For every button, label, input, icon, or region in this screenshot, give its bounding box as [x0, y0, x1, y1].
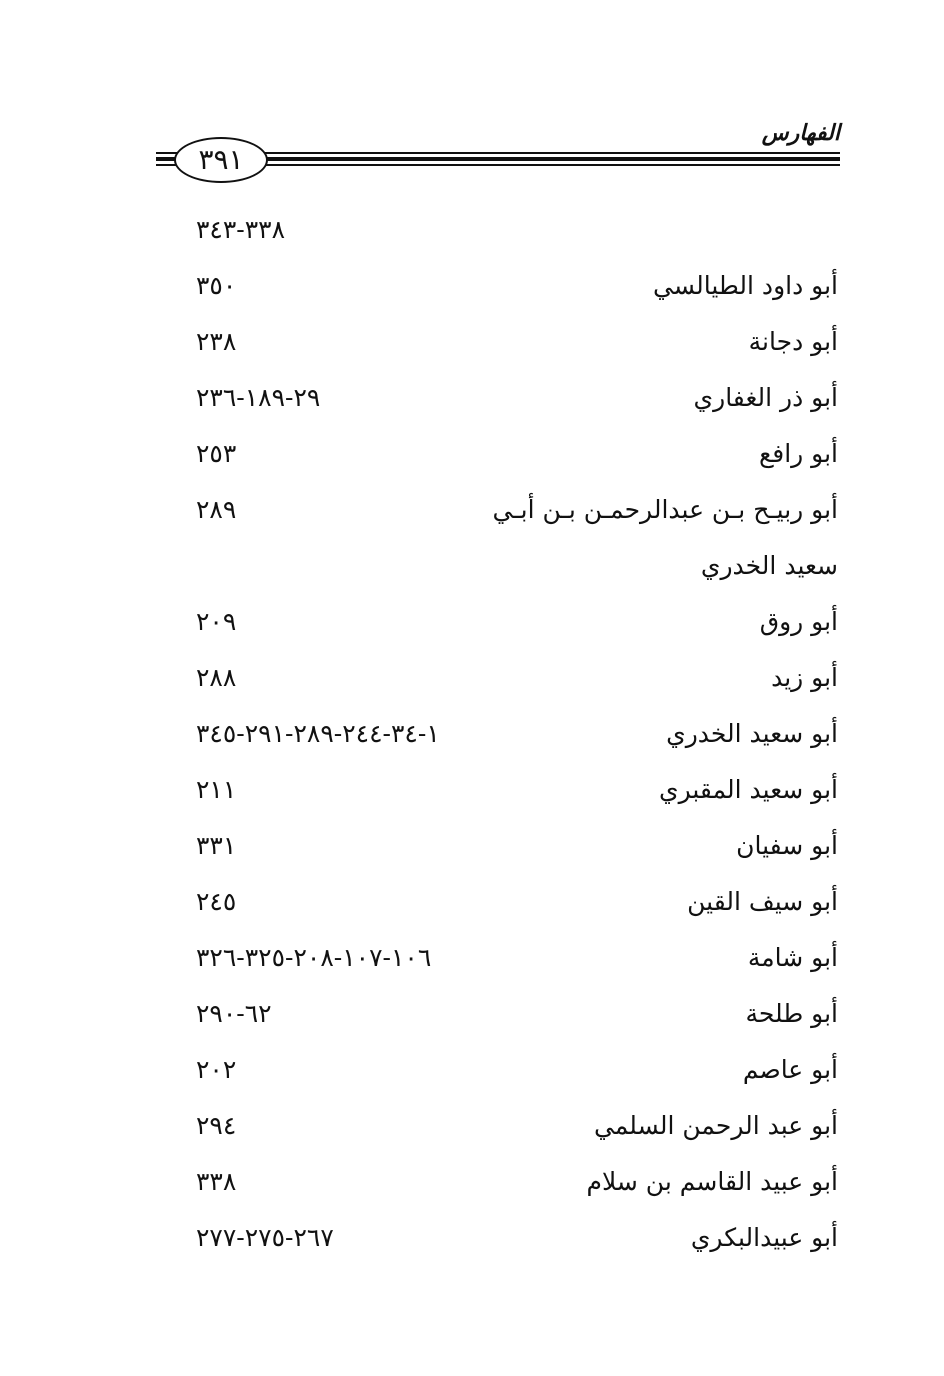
entry-name: أبو ربيـح بـن عبدالرحمـن بـن أبـي: [492, 495, 838, 524]
entry-pages: ٣٣٨-٣٤٣: [196, 215, 286, 244]
entry-pages: ١٠٦-١٠٧-٢٠٨-٣٢٥-٣٢٦: [196, 943, 432, 972]
entry-pages: ٦٢-٢٩٠: [196, 999, 272, 1028]
entry-name: أبو طلحة: [745, 999, 838, 1028]
index-entry: [0, 653, 944, 703]
entry-pages: ٢٣٨: [196, 327, 237, 356]
index-entry: [0, 1157, 944, 1207]
index-entry: [0, 485, 944, 535]
entry-name: أبو سعيد المقبري: [659, 775, 838, 804]
index-entry: [0, 989, 944, 1039]
entry-name: أبو شامة: [747, 943, 838, 972]
index-entry: [0, 877, 944, 927]
index-entry: [0, 317, 944, 367]
entry-name: أبو داود الطيالسي: [653, 271, 838, 300]
entry-name: أبو عاصم: [742, 1055, 838, 1084]
entry-pages: ٢٦٧-٢٧٥-٢٧٧: [196, 1223, 334, 1252]
entry-pages: ٢٨٨: [196, 663, 237, 692]
entry-pages: ٢٠٩: [196, 607, 237, 636]
entry-name: أبو روق: [759, 607, 838, 636]
entry-pages: ٢٨٩: [196, 495, 237, 524]
index-entry: [0, 429, 944, 479]
entry-name: أبو دجانة: [748, 327, 838, 356]
index-entry: [0, 597, 944, 647]
entry-pages: ١-٣٤-٢٤٤-٢٨٩-٢٩١-٣٤٥: [196, 719, 440, 748]
index-entry: [0, 933, 944, 983]
entry-name: أبو عبد الرحمن السلمي: [594, 1111, 838, 1140]
entry-pages: ٣٣١: [196, 831, 237, 860]
entry-pages: ٢٠٢: [196, 1055, 237, 1084]
index-entry: [0, 1045, 944, 1095]
index-entry-continuation: [0, 541, 944, 591]
index-entry: [0, 709, 944, 759]
entry-pages: ٣٥٠: [196, 271, 237, 300]
entry-name: أبو رافع: [758, 439, 838, 468]
entry-pages: ٣٣٨: [196, 1167, 237, 1196]
index-entry: [0, 205, 944, 255]
index-entry: [0, 765, 944, 815]
entry-name: أبو عبيد القاسم بن سلام: [586, 1167, 838, 1196]
index-entry: [0, 373, 944, 423]
entry-name: سعيد الخدري: [700, 551, 838, 580]
index-entry: [0, 821, 944, 871]
index-entry: [0, 1101, 944, 1151]
entry-name: أبو سفيان: [736, 831, 838, 860]
entry-pages: ٢١١: [196, 775, 237, 804]
index-entry: [0, 261, 944, 311]
entry-name: أبو زيد: [771, 663, 838, 692]
entry-pages: ٢٩٤: [196, 1111, 237, 1140]
index-entry: [0, 1213, 944, 1263]
running-header-title: الفهارس: [761, 120, 840, 146]
entry-name: أبو عبيدالبكري: [690, 1223, 838, 1252]
entry-name: أبو ذر الغفاري: [693, 383, 838, 412]
entry-pages: ٢٩-١٨٩-٢٣٦: [196, 383, 321, 412]
entry-name: أبو سيف القين: [687, 887, 838, 916]
page-number-oval: ٣٩١: [174, 137, 268, 183]
entry-name: أبو سعيد الخدري: [666, 719, 838, 748]
entry-pages: ٢٥٣: [196, 439, 237, 468]
entry-pages: ٢٤٥: [196, 887, 237, 916]
